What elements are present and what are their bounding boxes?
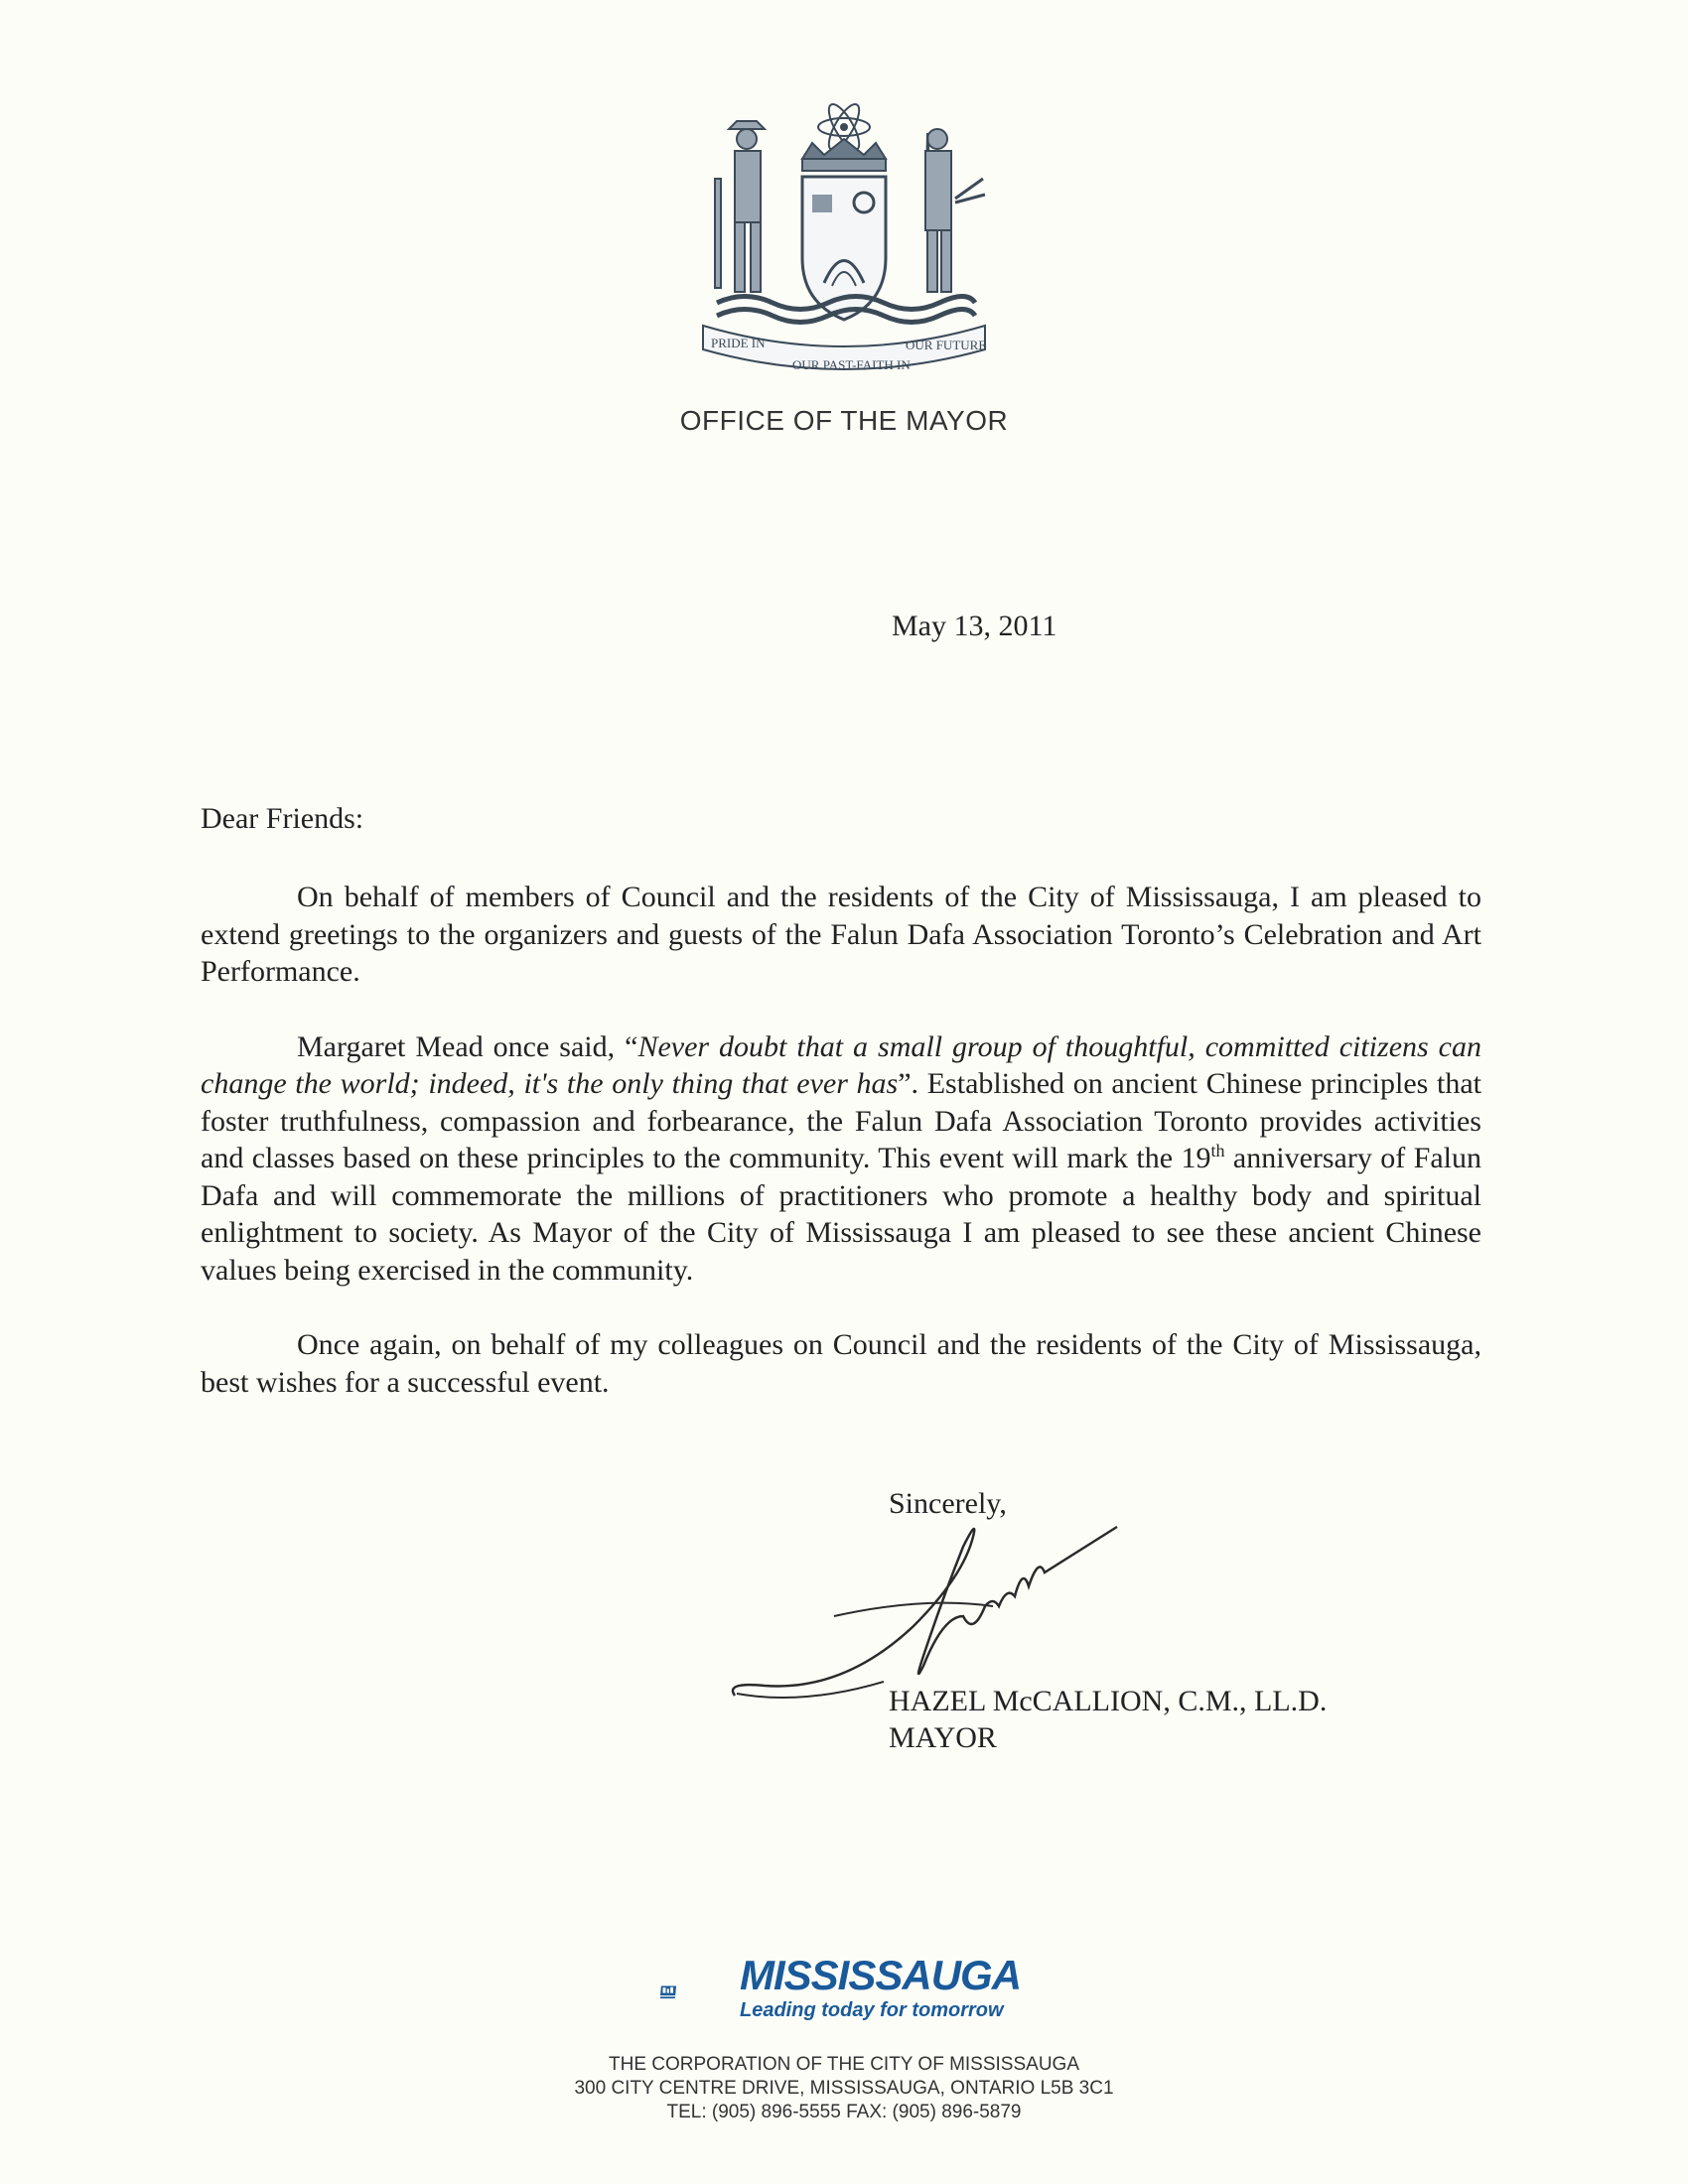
paragraph-2-lead: Margaret Mead once said, “ — [297, 1029, 638, 1063]
crest-motto-right: OUR FUTURE — [906, 338, 987, 352]
mead-quote: Never doubt that a small group of thoughtful, committed citizens can change the world; indeed, it's the only thing that ever has — [201, 1029, 1481, 1100]
closing: Sincerely, — [889, 1487, 1007, 1520]
paragraph-1: On behalf of members of Council and the residents of the City of Mississauga, I am pleased to extend greetings to the organizers and guests of the Falun Dafa Association Toronto’s Celebration and Art Performance. — [201, 881, 1481, 988]
paragraph-2-tail: anniversary of Falun Dafa and will commemorate the millions of practitioners who promote a healthy body and spiritual enlightment to society. As Mayor of the City of Mississauga I am pleased to see these ancient Chinese values being exercised in the community. — [201, 1142, 1482, 1287]
letter-date: May 13, 2011 — [892, 610, 1057, 642]
ordinal-suffix: th — [1210, 1141, 1225, 1160]
paragraph-2-mid: ”. Established on ancient Chinese principles that foster truthfulness, compassion and forbearance, the Falun Dafa Association Toronto provides activities and classes based on these principles to the community. This event will mark the 19 — [201, 1067, 1481, 1174]
signer-block — [889, 1683, 1327, 1756]
letter-body — [201, 879, 1481, 1438]
salutation: Dear Friends: — [201, 802, 364, 835]
office-title: OFFICE OF THE MAYOR — [679, 405, 1009, 436]
logo-name: MISSISSAUGA — [740, 1952, 1022, 1998]
crest-motto-center: OUR PAST-FAITH IN — [792, 357, 911, 372]
logo-tagline: Leading today for tomorrow — [740, 1999, 1004, 2021]
signer-name: HAZEL McCALLION, C.M., LL.D. — [889, 1685, 1328, 1717]
paragraph-2 — [201, 1028, 1481, 1290]
crest-motto-left: PRIDE IN — [711, 336, 766, 350]
footer-line-2: 300 CITY CENTRE DRIVE, MISSISSAUGA, ONTARIO L5B 3C1 — [574, 2078, 1114, 2099]
footer-line-3: TEL: (905) 896-5555 FAX: (905) 896-5879 — [666, 2102, 1022, 2122]
paragraph-3: Once again, on behalf of my colleagues on Council and the residents of the City of Mississauga, best wishes for a successful event. — [201, 1328, 1481, 1399]
signer-title: MAYOR — [889, 1721, 997, 1754]
mississauga-logo-icon — [660, 1958, 740, 2027]
city-crest-icon — [695, 99, 993, 397]
footer-line-1: THE CORPORATION OF THE CITY OF MISSISSAUGA — [609, 2054, 1079, 2075]
footer-address — [0, 2053, 1688, 2124]
